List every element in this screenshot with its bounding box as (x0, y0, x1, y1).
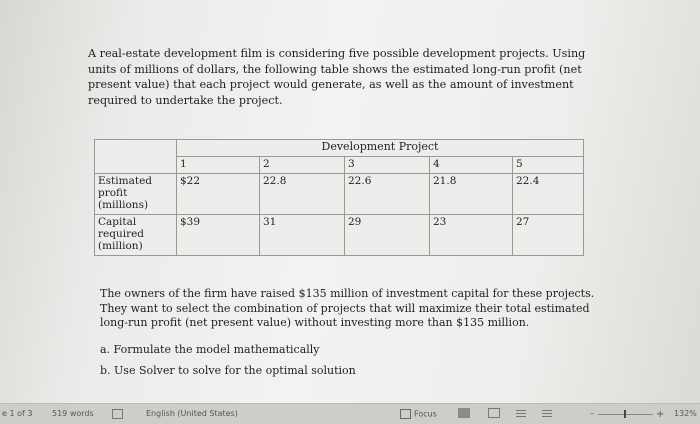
zoom-level[interactable]: 132% (674, 409, 697, 418)
table-cell: 31 (260, 215, 345, 256)
status-bar (0, 403, 700, 424)
table-cell: 22.8 (260, 174, 345, 215)
focus-icon (400, 409, 411, 419)
table-cell: 23 (430, 215, 513, 256)
table-cell: 22.4 (513, 174, 584, 215)
body-paragraph: The owners of the firm have raised $135 million of investment capital for these projects. They want to select the combination of projects that will maximize their total estimated long-run profit (net present value) without investing more than $135 million. (100, 287, 595, 329)
word-count[interactable]: 519 words (52, 409, 94, 418)
table-cell: $22 (177, 174, 260, 215)
zoom-out-icon[interactable]: – (590, 409, 594, 418)
table-cell: 21.8 (430, 174, 513, 215)
question-a: a. Formulate the model mathematically (100, 343, 320, 356)
row-label-capital: Capital required (million) (95, 215, 177, 256)
zoom-in-icon[interactable]: + (656, 409, 665, 420)
outline-icon[interactable] (542, 408, 554, 418)
projects-table (94, 139, 584, 256)
print-layout-icon[interactable] (488, 408, 500, 418)
question-b: b. Use Solver to solve for the optimal solution (100, 364, 356, 377)
table-header: Development Project (177, 140, 584, 157)
table-cell: 22.6 (345, 174, 430, 215)
language-indicator[interactable]: English (United States) (146, 409, 238, 418)
zoom-slider-knob[interactable] (624, 410, 626, 418)
focus-label: Focus (414, 409, 437, 419)
proofing-icon[interactable] (112, 409, 123, 419)
project-number: 2 (260, 157, 345, 174)
project-number: 3 (345, 157, 430, 174)
project-number: 4 (430, 157, 513, 174)
table-cell: $39 (177, 215, 260, 256)
table-cell: 27 (513, 215, 584, 256)
table-corner (95, 140, 177, 174)
table-row (95, 215, 584, 256)
page-count[interactable]: e 1 of 3 (2, 409, 33, 418)
table-row (95, 174, 584, 215)
intro-paragraph: A real-estate development film is considering five possible development projects. Using units of millions of dollars, the following table shows the estimated long-run profit (net present value) that each project would generate, as well as the amount of investment required to undertake the project. (88, 47, 586, 107)
focus-button[interactable] (400, 409, 437, 419)
row-label-profit: Estimated profit (millions) (95, 174, 177, 215)
project-number: 1 (177, 157, 260, 174)
project-number: 5 (513, 157, 584, 174)
web-layout-icon[interactable] (516, 408, 528, 418)
read-mode-icon[interactable] (458, 408, 470, 418)
table-cell: 29 (345, 215, 430, 256)
